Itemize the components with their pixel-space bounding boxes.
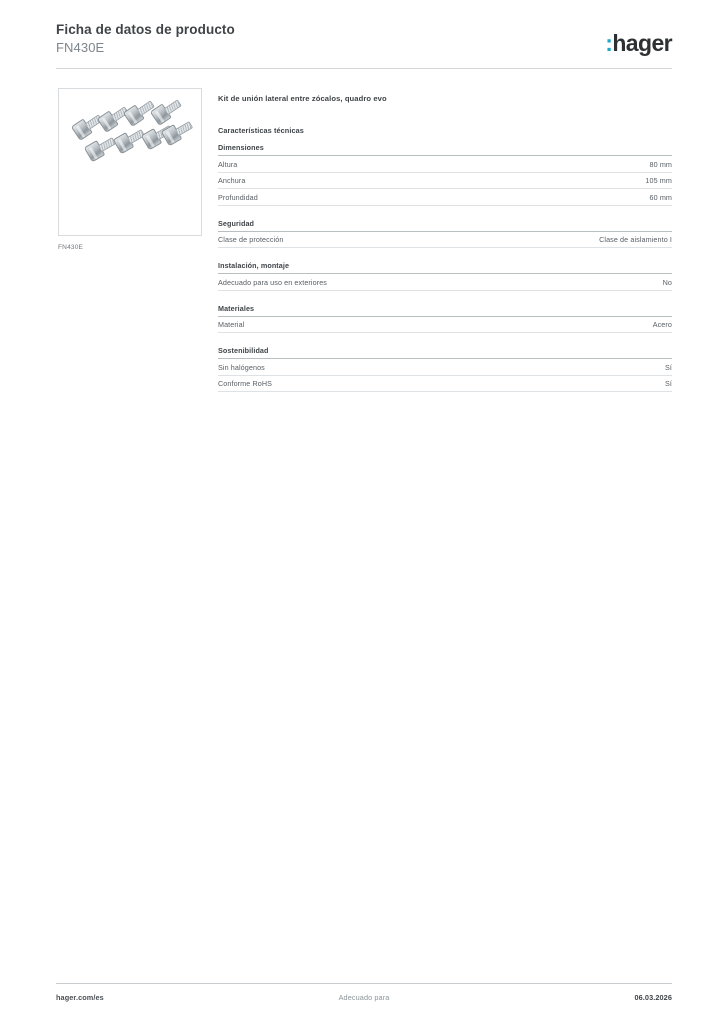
group-title: Materiales <box>218 304 672 317</box>
group-title: Dimensiones <box>218 143 672 156</box>
row-value: Sí <box>665 379 672 388</box>
hager-logo <box>605 30 672 57</box>
row-label: Altura <box>218 159 238 169</box>
row-label: Anchura <box>218 176 246 185</box>
row-label: Sin halógenos <box>218 362 265 372</box>
page-footer <box>56 993 672 1009</box>
row-value: Sí <box>665 362 672 372</box>
spec-group-materiales <box>218 304 672 334</box>
section-title-technical: Características técnicas <box>218 126 304 135</box>
logo-colon-icon: : <box>605 30 613 56</box>
row-value: 60 mm <box>649 192 672 202</box>
row-label: Clase de protección <box>218 235 284 244</box>
table-row <box>218 156 672 173</box>
group-title: Sostenibilidad <box>218 346 672 359</box>
product-description: Kit de unión lateral entre zócalos, quadro evo <box>218 94 387 103</box>
row-value: 105 mm <box>645 176 672 185</box>
table-row <box>218 232 672 249</box>
screw-shaft <box>175 121 193 136</box>
screw-icon <box>84 133 118 163</box>
footer-website-link[interactable]: hager.com/es <box>56 993 104 1002</box>
screw-icon <box>71 110 105 141</box>
page-title: Ficha de datos de producto <box>56 22 235 37</box>
group-title: Seguridad <box>218 219 672 232</box>
row-value: No <box>662 277 672 287</box>
screw-shaft <box>164 99 182 115</box>
table-row <box>218 189 672 206</box>
footer-center-text: Adecuado para <box>338 993 390 1002</box>
footer-divider <box>56 983 672 984</box>
row-label: Conforme RoHS <box>218 379 273 388</box>
spec-group-instalacion <box>218 261 672 291</box>
spec-group-seguridad <box>218 219 672 249</box>
spec-group-sostenibilidad <box>218 346 672 392</box>
table-row <box>218 317 672 334</box>
footer-date: 06.03.2026 <box>634 993 672 1002</box>
table-row <box>218 359 672 376</box>
header-divider <box>56 68 672 69</box>
row-value: Clase de aislamiento I <box>599 235 672 244</box>
image-caption: FN430E <box>58 244 84 251</box>
table-row <box>218 376 672 393</box>
row-value: Acero <box>652 320 672 329</box>
spec-content <box>218 94 672 392</box>
row-label: Adecuado para uso en exteriores <box>218 277 327 287</box>
product-reference: FN430E <box>56 39 105 55</box>
row-label: Material <box>218 320 245 329</box>
logo-wordmark: hager <box>612 30 672 56</box>
group-title: Instalación, montaje <box>218 261 672 274</box>
table-row <box>218 274 672 291</box>
row-label: Profundidad <box>218 192 258 202</box>
table-row <box>218 173 672 190</box>
product-image <box>58 88 202 236</box>
spec-group-dimensiones <box>218 143 672 206</box>
row-value: 80 mm <box>649 159 672 169</box>
page-header <box>56 22 672 68</box>
